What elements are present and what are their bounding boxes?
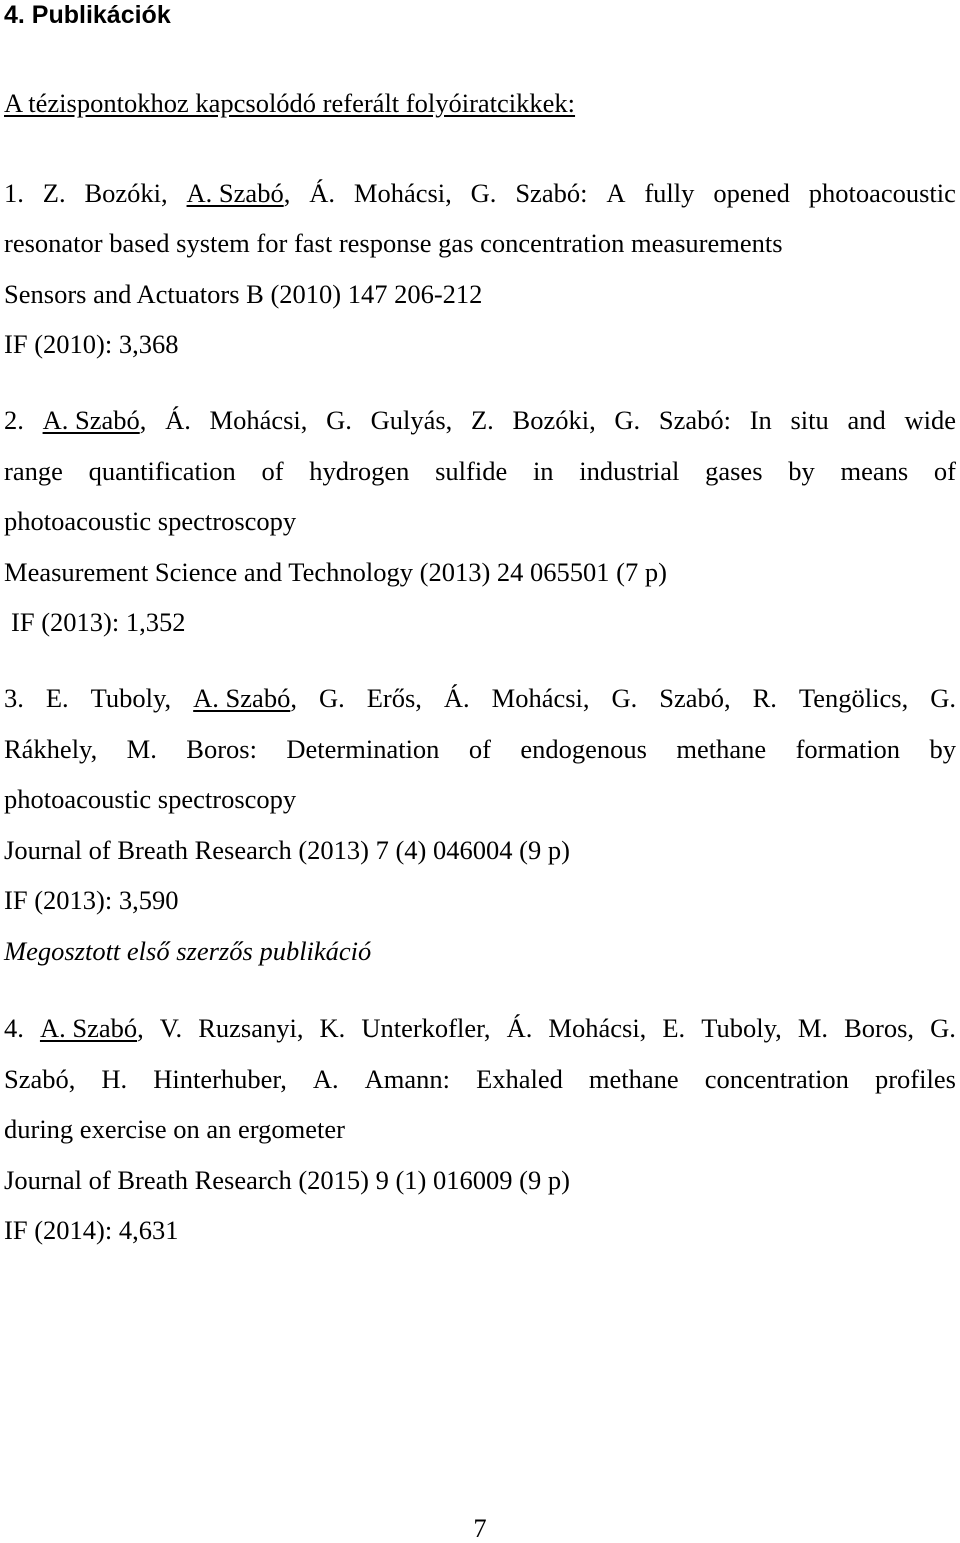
word: of	[933, 456, 956, 486]
word: range	[4, 456, 63, 486]
word: quantification	[88, 456, 236, 486]
word: A	[606, 178, 626, 208]
word: K.	[319, 1013, 346, 1043]
word: G.	[318, 683, 345, 713]
word: concentration	[704, 1064, 849, 1094]
word: opened	[713, 178, 790, 208]
word: hydrogen	[309, 456, 410, 486]
pub3-line1	[4, 685, 956, 712]
comma: ,	[139, 405, 147, 435]
comma: ,	[283, 178, 291, 208]
word: Bozóki,	[84, 178, 168, 208]
word: E.	[45, 683, 69, 713]
word: Ruzsanyi,	[198, 1013, 304, 1043]
word	[40, 1015, 144, 1042]
word: sulfide	[435, 456, 508, 486]
word: methane	[588, 1064, 679, 1094]
pub4-journal: Journal of Breath Research (2015) 9 (1) 016009 (9 p)	[4, 1165, 570, 1195]
pub3-journal: Journal of Breath Research (2013) 7 (4) 046004 (9 p)	[4, 835, 570, 865]
word: methane	[676, 734, 767, 764]
word: Boros:	[186, 734, 257, 764]
word: of	[468, 734, 491, 764]
pub1-line2: resonator based system for fast response gas concentration measurements	[4, 228, 783, 258]
pub1-journal: Sensors and Actuators B (2010) 147 206-212	[4, 279, 483, 309]
word: Szabó:	[658, 405, 731, 435]
pub4-line2	[4, 1066, 956, 1093]
word: G.	[614, 405, 641, 435]
word: G.	[611, 683, 638, 713]
word: 1.	[4, 178, 24, 208]
pub2-line3: photoacoustic spectroscopy	[4, 506, 297, 536]
pub2-line2	[4, 458, 956, 485]
word: wide	[904, 405, 956, 435]
word: G.	[470, 178, 497, 208]
word: Determination	[286, 734, 440, 764]
pub3-note: Megosztott első szerzős publikáció	[4, 936, 372, 966]
pub4-impact-factor: IF (2014): 4,631	[4, 1215, 179, 1245]
word: Tuboly,	[701, 1013, 782, 1043]
word: G.	[930, 683, 956, 713]
highlighted-author: A. Szabó	[39, 1013, 138, 1043]
pub3-impact-factor: IF (2013): 3,590	[4, 885, 179, 915]
word: Hinterhuber,	[153, 1064, 287, 1094]
word: Tengölics,	[798, 683, 909, 713]
word: Mohácsi,	[353, 178, 452, 208]
word: fully	[644, 178, 695, 208]
word: Tuboly,	[90, 683, 172, 713]
word: G.	[930, 1013, 956, 1043]
word: of	[261, 456, 284, 486]
word: industrial	[579, 456, 680, 486]
pub1-impact-factor: IF (2010): 3,368	[4, 329, 179, 359]
comma: ,	[290, 683, 297, 713]
word: Mohácsi,	[548, 1013, 647, 1043]
word: Á.	[506, 1013, 533, 1043]
word: Bozóki,	[512, 405, 596, 435]
highlighted-author: A. Szabó	[193, 683, 291, 713]
word: M.	[126, 734, 157, 764]
word: Gulyás,	[370, 405, 453, 435]
word	[187, 180, 291, 207]
word: Erős,	[366, 683, 422, 713]
word: Á.	[165, 405, 191, 435]
word: Z.	[471, 405, 494, 435]
pub2-impact-factor: IF (2013): 1,352	[11, 607, 186, 637]
word: Á.	[309, 178, 335, 208]
section-heading: 4. Publikációk	[4, 1, 171, 29]
word: Z.	[42, 178, 66, 208]
comma: ,	[137, 1013, 144, 1043]
word	[43, 407, 147, 434]
word: Boros,	[844, 1013, 915, 1043]
word: H.	[101, 1064, 128, 1094]
word: formation	[795, 734, 901, 764]
word: M.	[797, 1013, 829, 1043]
word: gases	[705, 456, 763, 486]
word: profiles	[874, 1064, 956, 1094]
word: G.	[326, 405, 352, 435]
word: by	[929, 734, 956, 764]
word: by	[788, 456, 815, 486]
word: situ	[790, 405, 829, 435]
word: Mohácsi,	[209, 405, 308, 435]
subsection-title: A tézispontokhoz kapcsolódó referált folyóiratcikkek:	[4, 88, 576, 118]
word: in	[532, 456, 554, 486]
pub4-line3: during exercise on an ergometer	[4, 1114, 345, 1144]
word: In	[749, 405, 772, 435]
page-number: 7	[473, 1513, 487, 1543]
word: means	[840, 456, 909, 486]
pub3-line2	[4, 736, 956, 763]
word: 3.	[4, 683, 24, 713]
word: Unterkofler,	[361, 1013, 491, 1043]
word: Rákhely,	[4, 734, 98, 764]
word: R.	[752, 683, 777, 713]
highlighted-author: A. Szabó	[186, 178, 284, 208]
word: photoacoustic	[808, 178, 956, 208]
word: Szabó,	[659, 683, 731, 713]
word: Mohácsi,	[491, 683, 590, 713]
word: Amann:	[364, 1064, 451, 1094]
word: E.	[662, 1013, 686, 1043]
pub3-line3: photoacoustic spectroscopy	[4, 784, 297, 814]
highlighted-author: A. Szabó	[42, 405, 140, 435]
pub2-line1	[4, 407, 956, 434]
word	[193, 685, 297, 712]
word: 4.	[4, 1013, 24, 1043]
word: 2.	[4, 405, 24, 435]
pub2-journal: Measurement Science and Technology (2013) 24 065501 (7 p)	[4, 557, 667, 587]
word: A.	[312, 1064, 339, 1094]
word: Á.	[443, 683, 470, 713]
word: and	[847, 405, 886, 435]
pub1-line1	[4, 180, 956, 207]
word: V.	[159, 1013, 183, 1043]
pub4-line1	[4, 1015, 956, 1042]
word: Szabó:	[515, 178, 588, 208]
word: endogenous	[520, 734, 647, 764]
word: Exhaled	[476, 1064, 563, 1094]
word: Szabó,	[4, 1064, 76, 1094]
